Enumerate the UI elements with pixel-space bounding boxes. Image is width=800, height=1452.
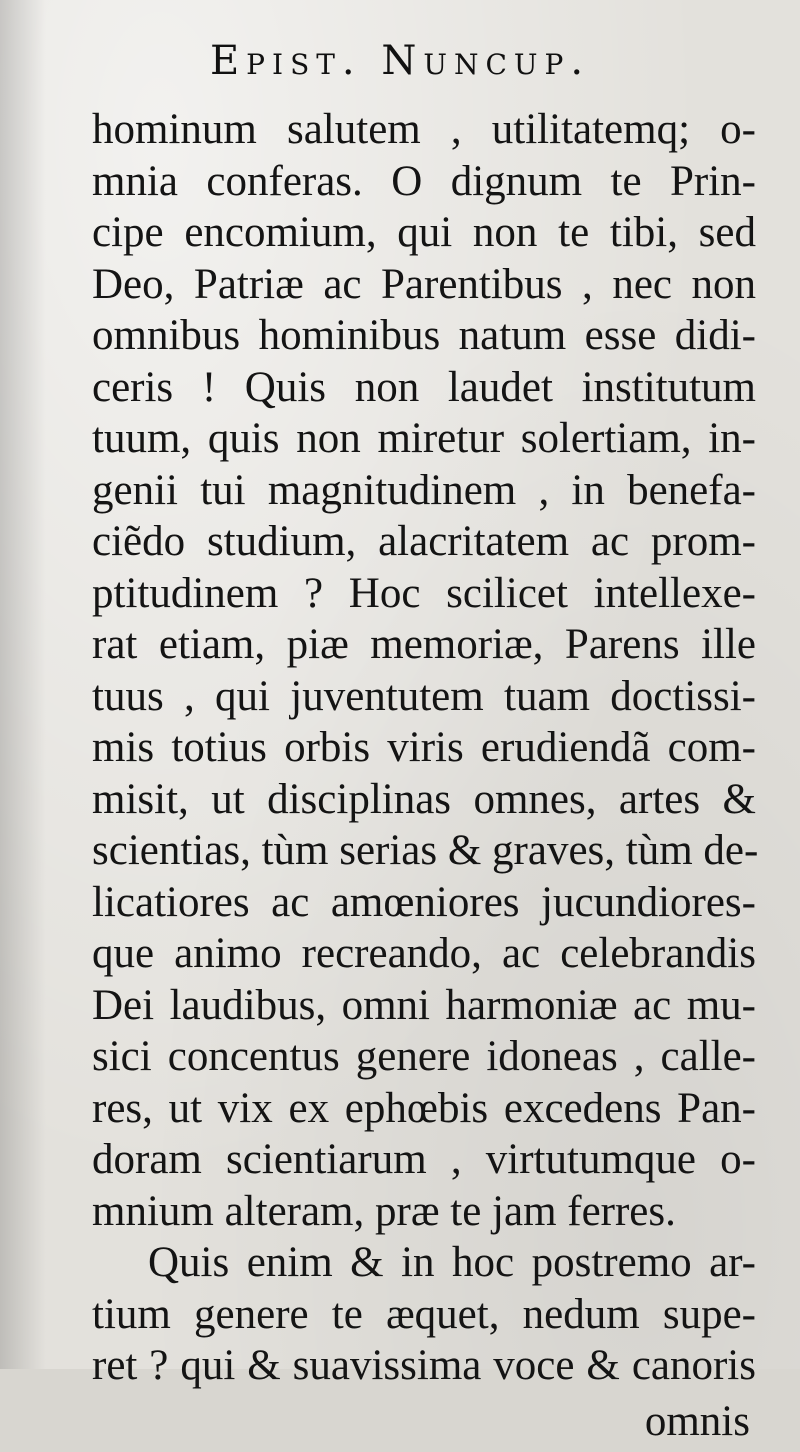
text-line: res, ut vix ex ephœbis excedens Pan- — [92, 1084, 756, 1132]
text-line: que animo recreando, ac celebrandis — [92, 930, 756, 977]
text-line: genii tui magnitudinem , in benefa- — [92, 466, 756, 514]
text-line: sici concentus genere idoneas , calle- — [92, 1033, 756, 1080]
text-line: scientias, tùm serias & graves, tùm de- — [92, 827, 759, 874]
text-line: licatiores ac amœniores jucundiores- — [92, 878, 756, 926]
paragraph-2 — [92, 1237, 756, 1392]
paragraph-1 — [92, 104, 759, 1237]
text-line: Quis enim & in hoc postremo ar- — [148, 1239, 756, 1286]
gutter-shadow — [0, 0, 46, 1369]
text-line: ciẽdo studium, alacritatem ac prom- — [92, 518, 756, 565]
text-line: tuus , qui juventutem tuam doctissi- — [92, 672, 756, 720]
text-line: ptitudinem ? Hoc scilicet intellexe- — [92, 569, 756, 617]
text-line: ret ? qui & suavissima voce & canoris — [92, 1342, 756, 1389]
text-line: mnium alteram, præ te jam ferres. — [92, 1187, 676, 1235]
text-line: Deo, Patriæ ac Parentibus , nec non — [92, 260, 756, 308]
text-line: doram scientiarum , virtutumque o- — [92, 1136, 756, 1183]
text-line: omnibus hominibus natum esse didi- — [92, 312, 756, 359]
text-line: misit, ut disciplinas omnes, artes & — [92, 775, 756, 823]
running-head: Epist. Nuncup. — [209, 38, 591, 84]
text-line: ceris ! Quis non laudet institutum — [92, 363, 756, 411]
text-block — [92, 104, 759, 1452]
text-line: mis totius orbis viris erudiendã com- — [92, 724, 756, 771]
text-line: Dei laudibus, omni harmoniæ ac mu- — [92, 981, 756, 1029]
catchword: omnis — [644, 1397, 750, 1445]
text-line: mnia conferas. O dignum te Prin- — [92, 157, 756, 205]
text-line: tuum, quis non miretur solertiam, in- — [92, 415, 756, 462]
text-line: tium genere te æquet, nedum supe- — [92, 1290, 756, 1338]
text-line: cipe encomium, qui non te tibi, sed — [92, 209, 756, 256]
text-line: hominum salutem , utilitatemq; o- — [92, 106, 756, 153]
text-line: rat etiam, piæ memoriæ, Parens ille — [92, 621, 756, 668]
